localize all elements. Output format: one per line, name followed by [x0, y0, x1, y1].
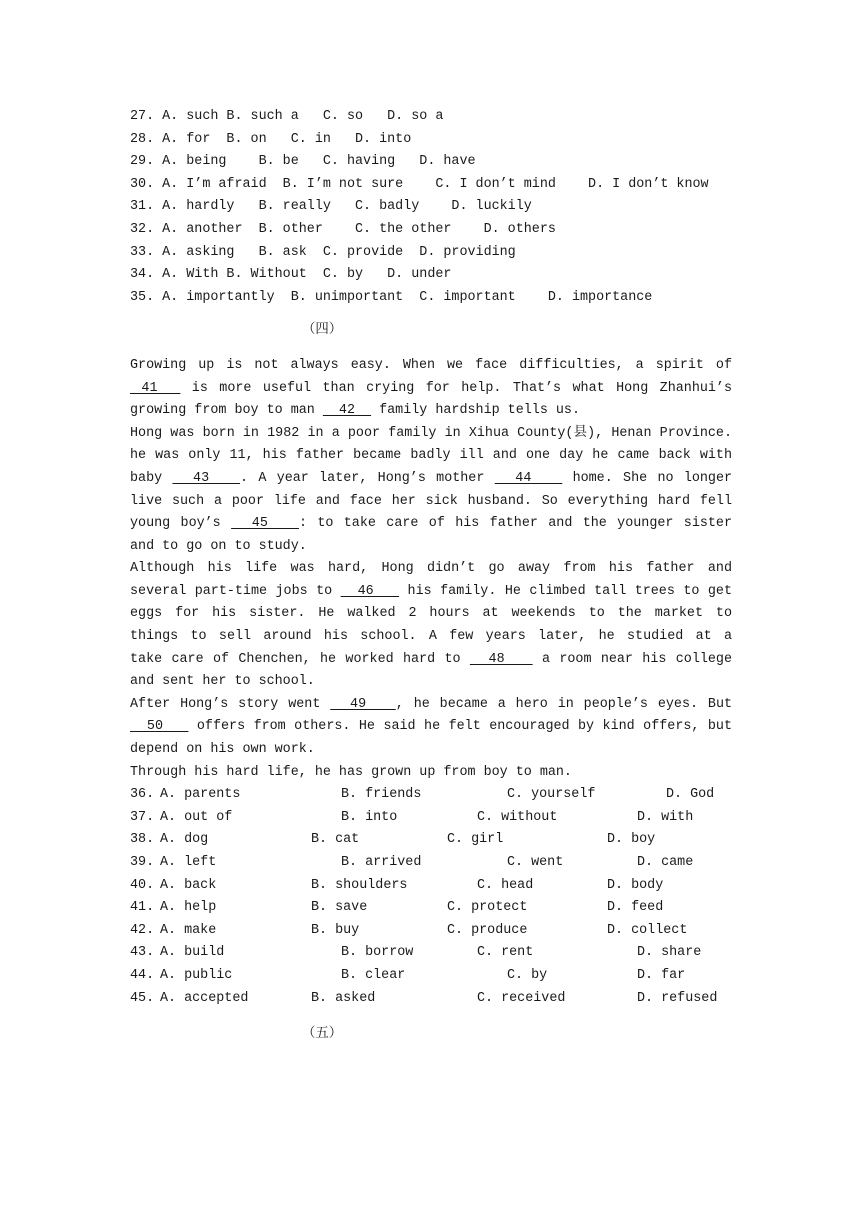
- option-row: [130, 875, 732, 898]
- choice-d: D. collect: [607, 922, 688, 938]
- section4-options: [130, 784, 732, 1010]
- choice-b: B. save: [311, 900, 368, 916]
- choice-d: D. share: [637, 945, 702, 961]
- blank-number: 50: [130, 719, 189, 735]
- choice-d: D. far: [637, 967, 686, 983]
- option-row: [130, 897, 732, 920]
- section4-heading: （四）: [302, 323, 343, 339]
- passage-line: Through his hard life, he has grown up from boy to man.: [130, 764, 572, 780]
- passage-line: take care of Chenchen, he worked hard to 48 a room near his college: [130, 651, 732, 667]
- passage-line: live such a poor life and face her sick husband. So everything hard fell: [130, 493, 732, 509]
- option-row: [130, 942, 732, 965]
- choice-c: C. rent: [477, 945, 534, 961]
- passage-paragraph: [130, 762, 732, 785]
- blank-number: 44: [494, 470, 563, 486]
- choice-a: A. build: [160, 945, 225, 961]
- choice-c: C. produce: [447, 922, 528, 938]
- passage-line: several part-time jobs to 46 his family. He climbed tall trees to get: [130, 583, 732, 599]
- blank-number: 42: [322, 403, 372, 419]
- passage-line: 41 is more useful than crying for help. That’s what Hong Zhanhui’s: [130, 380, 732, 396]
- choice-a: A. public: [160, 967, 233, 983]
- choice-d: D. came: [637, 855, 694, 870]
- passage-line: baby 43 . A year later, Hong’s mother 44 home. She no longer: [130, 470, 732, 486]
- option-line-33: 33. A. asking B. ask C. provide D. providing: [130, 244, 516, 260]
- choice-a: A. accepted: [160, 990, 249, 1006]
- choice-d: D. feed: [607, 900, 664, 916]
- choice-c: C. by: [507, 967, 548, 983]
- choice-a: A. parents: [160, 787, 241, 803]
- worksheet-page: [130, 106, 732, 1059]
- question-number: 43.: [130, 945, 155, 961]
- choice-c: C. head: [477, 877, 534, 893]
- blank-number: 46: [340, 583, 400, 599]
- passage-line: Although his life was hard, Hong didn’t go away from his father and: [130, 561, 732, 577]
- section3-options: [130, 106, 732, 309]
- option-line-27: 27. A. such B. such a C. so D. so a: [130, 109, 444, 124]
- choice-d: D. boy: [607, 832, 656, 848]
- question-number: 42.: [130, 922, 155, 938]
- question-number: 39.: [130, 855, 155, 870]
- option-row: [130, 852, 732, 875]
- option-line-30: 30. A. I’m afraid B. I’m not sure C. I don’t mind D. I don’t know: [130, 176, 709, 192]
- passage-line: 50 offers from others. He said he felt encouraged by kind offers, but: [130, 719, 732, 735]
- choice-c: C. protect: [447, 900, 528, 916]
- passage-paragraph: [130, 355, 732, 423]
- choice-b: B. into: [341, 809, 398, 825]
- choice-b: B. borrow: [341, 945, 414, 961]
- section5-heading: （五）: [302, 1027, 343, 1043]
- passage-line: and sent her to school.: [130, 674, 315, 690]
- passage-line: eggs for his sister. He walked 2 hours at weekends to the market to: [130, 606, 732, 622]
- passage-line: he was only 11, his father became badly ill and one day he came back with: [130, 448, 732, 464]
- option-row: [130, 920, 732, 943]
- option-line-28: 28. A. for B. on C. in D. into: [130, 131, 412, 147]
- choice-c: C. received: [477, 990, 566, 1006]
- blank-number: 45: [231, 516, 299, 532]
- question-number: 45.: [130, 990, 155, 1006]
- passage-line: young boy’s 45 : to take care of his father and the younger sister: [130, 516, 732, 532]
- choice-c: C. girl: [447, 832, 504, 848]
- choice-b: B. buy: [311, 922, 360, 938]
- question-number: 44.: [130, 967, 155, 983]
- choice-d: D. refused: [637, 990, 718, 1006]
- passage-line: depend on his own work.: [130, 742, 315, 758]
- option-row: [130, 829, 732, 852]
- passage-paragraph: [130, 558, 732, 694]
- choice-b: B. clear: [341, 967, 406, 983]
- blank-number: 48: [469, 651, 533, 667]
- cloze-passage: [130, 355, 732, 784]
- choice-c: C. went: [507, 855, 564, 870]
- choice-a: A. help: [160, 900, 217, 916]
- choice-a: A. make: [160, 922, 217, 938]
- choice-a: A. out of: [160, 809, 233, 825]
- question-number: 41.: [130, 900, 155, 916]
- question-number: 37.: [130, 809, 155, 825]
- passage-line: growing from boy to man 42 family hardship tells us.: [130, 403, 581, 419]
- passage-line: After Hong’s story went 49 , he became a hero in people’s eyes. But: [130, 696, 732, 712]
- option-line-32: 32. A. another B. other C. the other D. others: [130, 221, 556, 237]
- choice-d: D. with: [637, 809, 694, 825]
- choice-b: B. cat: [311, 832, 360, 848]
- option-row: [130, 807, 732, 830]
- passage-line: things to sell around his school. A few years later, he studied at a: [130, 629, 732, 645]
- choice-a: A. dog: [160, 832, 209, 848]
- passage-paragraph: [130, 694, 732, 762]
- choice-c: C. yourself: [507, 787, 596, 803]
- option-row: [130, 965, 732, 988]
- question-number: 40.: [130, 877, 155, 893]
- passage-line: Growing up is not always easy. When we face difficulties, a spirit of: [130, 357, 732, 373]
- choice-b: B. friends: [341, 787, 422, 803]
- choice-a: A. back: [160, 877, 217, 893]
- choice-d: D. body: [607, 877, 664, 893]
- option-line-31: 31. A. hardly B. really C. badly D. luckily: [130, 199, 532, 215]
- blank-number: 41: [130, 380, 181, 396]
- question-number: 36.: [130, 787, 155, 803]
- blank-number: 43: [172, 470, 241, 486]
- blank-number: 49: [330, 696, 396, 712]
- choice-b: B. asked: [311, 990, 376, 1006]
- option-row: [130, 784, 732, 807]
- choice-c: C. without: [477, 809, 558, 825]
- choice-b: B. shoulders: [311, 877, 408, 893]
- option-line-29: 29. A. being B. be C. having D. have: [130, 154, 476, 170]
- option-row: [130, 988, 732, 1011]
- passage-line: and to go on to study.: [130, 538, 307, 554]
- option-line-35: 35. A. importantly B. unimportant C. important D. importance: [130, 289, 653, 305]
- choice-a: A. left: [160, 855, 217, 870]
- question-number: 38.: [130, 832, 155, 848]
- choice-d: D. God: [666, 787, 715, 803]
- choice-b: B. arrived: [341, 855, 422, 870]
- passage-line: Hong was born in 1982 in a poor family in Xihua County(县), Henan Province.: [130, 425, 732, 441]
- option-line-34: 34. A. With B. Without C. by D. under: [130, 267, 452, 283]
- passage-paragraph: [130, 423, 732, 559]
